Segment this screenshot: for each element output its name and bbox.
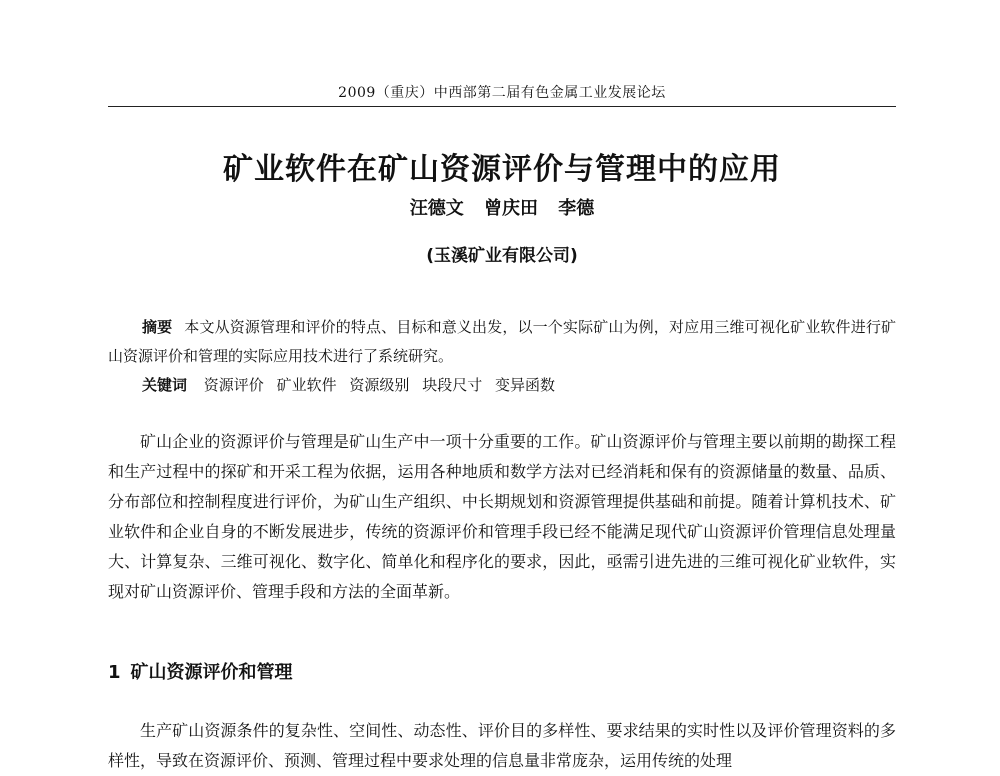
author-name: 曾庆田 [484,198,538,219]
author-affiliation: (玉溪矿业有限公司) [426,246,578,266]
running-header: 2009（重庆）中西部第二届有色金属工业发展论坛 [338,85,666,101]
keywords-label: 关键词 [142,376,188,394]
section-heading [108,660,896,686]
keywords [142,371,896,400]
paper-title: 矿业软件在矿山资源评价与管理中的应用 [223,152,781,188]
section-title: 矿山资源评价和管理 [130,662,293,683]
author-list [108,197,896,221]
intro-paragraph: 矿山企业的资源评价与管理是矿山生产中一项十分重要的工作。矿山资源评价与管理主要以前期的勘探工程和生产过程中的探矿和开采工程为依据，运用各种地质和数学方法对已经消耗和保有的资源储量的数量、品质、分布部位和控制程度进行评价，为矿山生产组织、中长期规划和资源管理提供基础和前提。随着计算机技术、矿业软件和企业自身的不断发展进步，传统的资源评价和管理手段已经不能满足现代矿山资源评价管理信息处理量大、计算复杂、三维可视化、数字化、简单化和程序化的要求，因此，亟需引进先进的三维可视化矿业软件，实现对矿山资源评价、管理手段和方法的全面革新。 [108,432,896,601]
keyword: 资源级别 [349,376,410,394]
abstract-text: 本文从资源管理和评价的特点、目标和意义出发，以一个实际矿山为例，对应用三维可视化矿业软件进行矿山资源评价和管理的实际应用技术进行了系统研究。 [108,318,896,365]
keyword: 变异函数 [494,376,555,394]
abstract [108,313,896,371]
section-paragraph: 生产矿山资源条件的复杂性、空间性、动态性、评价目的多样性、要求结果的实时性以及评价管理资料的多样性，导致在资源评价、预测、管理过程中要求处理的信息量非常庞杂，运用传统的处理 [108,721,896,770]
section-number: 1 [108,662,121,683]
abstract-label: 摘要 [142,318,173,336]
header-rule [108,106,896,107]
keyword: 资源评价 [203,376,264,394]
keyword: 块段尺寸 [422,376,483,394]
keyword: 矿业软件 [276,376,337,394]
author-name: 汪德文 [409,198,464,219]
author-name: 李德 [558,198,595,219]
